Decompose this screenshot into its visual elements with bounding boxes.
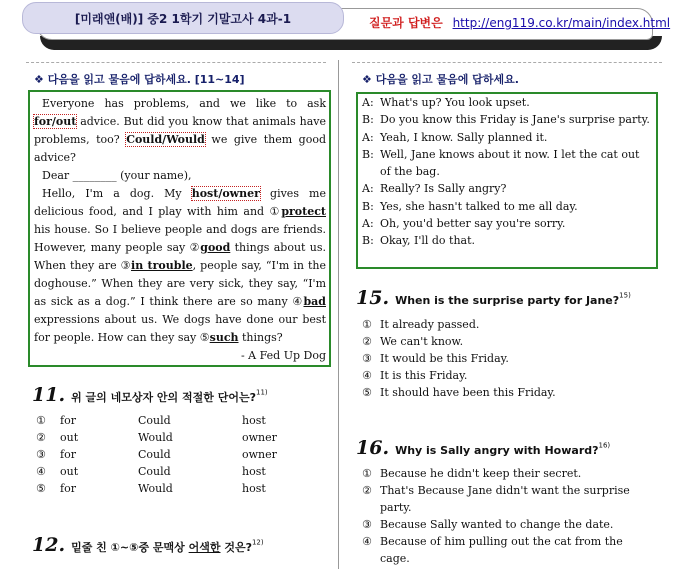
passage-text: we give them good advice? [34,133,327,164]
option-row[interactable] [362,333,652,350]
option-col-a: for [60,482,76,495]
column-divider [338,60,339,569]
option-text: Because Sally wanted to change the date. [380,518,614,531]
question-text: 것은? [220,541,252,554]
option-row[interactable] [36,480,322,497]
option-text: It is this Friday. [380,369,468,382]
utterance: Okay, I'll do that. [380,234,476,248]
dialog-line [362,180,652,197]
question-11 [32,384,268,406]
question-number: 11. [32,384,66,406]
qa-label: 질문과 답변은 [369,16,443,30]
underlined-2: good [200,241,231,254]
speaker: B: [362,234,374,248]
option-row[interactable] [362,316,652,333]
option-mark: ② [362,484,372,497]
option-row[interactable] [362,516,630,533]
footnote-mark: 15) [619,291,631,300]
speaker: A: [362,217,374,231]
qa-link[interactable]: http://eng119.co.kr/main/index.html [452,16,671,30]
option-row[interactable] [36,429,322,446]
underlined-1: protect [281,205,326,218]
option-row[interactable] [36,463,322,480]
option-col-c: host [242,482,266,495]
passage-paragraph-2 [34,185,326,347]
page-header [0,0,683,52]
option-row[interactable] [362,482,630,516]
speaker: B: [362,147,374,161]
question-16 [356,437,610,459]
passage-text: things about us. When they are ③ [34,241,326,272]
question-12 [32,534,264,556]
option-row[interactable] [362,465,630,482]
dialog-line [362,198,652,215]
option-col-b: Could [138,448,171,461]
utterance: Yes, she hasn't talked to me all day. [380,199,578,213]
question-number: 16. [356,437,390,459]
speaker: B: [362,199,374,213]
option-mark: ④ [362,369,372,382]
speaker: A: [362,130,374,144]
option-mark: ④ [36,465,46,478]
option-text: That's Because Jane didn't want the surprise party. [380,484,630,514]
footnote-mark: 12) [251,538,264,547]
speaker: B: [362,113,374,127]
utterance: Do you know this Friday is Jane's surprise party. [380,113,650,127]
footnote-mark: 11) [255,388,268,397]
dialog-line [362,146,652,181]
option-mark: ① [36,414,46,427]
option-row[interactable] [362,384,652,401]
option-mark: ① [362,467,372,480]
left-top-rule [26,62,326,63]
option-text: We can't know. [380,335,464,348]
passage-text: gives me delicious food, and I play with him and ① [34,187,326,218]
choice-box-3: host/owner [191,187,260,200]
option-col-a: out [60,465,79,478]
question-15 [356,287,631,309]
option-row[interactable] [36,412,322,429]
speaker: A: [362,182,374,196]
question-text: 위 글의 네모상자 안의 적절한 단어는? [71,391,256,404]
dialog-line [362,232,652,249]
dialog-line [362,215,652,232]
dialog-line [362,94,652,111]
question-text: 밑줄 친 ①~⑤중 문맥상 [71,541,189,554]
option-text: It would be this Friday. [380,352,509,365]
option-mark: ③ [36,448,46,461]
q11-options [36,412,322,497]
option-text: Because he didn't keep their secret. [380,467,582,480]
option-text: It should have been this Friday. [380,386,556,399]
option-mark: ④ [362,535,372,548]
q16-options [362,465,630,567]
passage-text: his house. So I believe people and dogs are friends. However, many people say ② [34,223,326,254]
utterance: Well, Jane knows about it now. I let the cat out of the bag. [380,147,640,179]
option-mark: ② [36,431,46,444]
option-col-b: Would [138,482,173,495]
question-number: 15. [356,287,390,309]
option-mark: ① [362,318,372,331]
utterance: Yeah, I know. Sally planned it. [380,130,548,144]
passage-salutation: Dear ________ (your name), [42,169,192,182]
passage-signature: - A Fed Up Dog [240,349,326,362]
option-mark: ③ [362,352,372,365]
question-number: 12. [32,534,66,556]
dialog-line [362,111,652,128]
speaker: A: [362,96,374,109]
option-col-b: Could [138,465,171,478]
left-instruction: ❖ 다음을 읽고 물음에 답하세요. [11~14] [34,73,245,86]
question-text: When is the surprise party for Jane? [395,294,620,307]
option-mark: ⑤ [362,386,372,399]
option-col-b: Would [138,431,173,444]
right-instruction: ❖ 다음을 읽고 물음에 답하세요. [362,73,519,86]
option-col-b: Could [138,414,171,427]
passage-text: Hello, I'm a dog. My [42,187,192,200]
option-text: It already passed. [380,318,480,331]
option-row[interactable] [36,446,322,463]
passage-text: Everyone has problems, and we like to ask [42,97,326,110]
option-text: Because of him pulling out the cat from the cage. [380,535,623,565]
option-row[interactable] [362,350,652,367]
reading-passage [28,90,331,367]
option-row[interactable] [362,533,630,567]
footnote-mark: 16) [598,441,611,450]
option-mark: ② [362,335,372,348]
option-row[interactable] [362,367,652,384]
option-col-c: host [242,414,266,427]
underlined-3: in trouble [131,259,193,272]
qa-info [369,14,670,31]
passage-text: advice. But did you know that animals have problems, too? [34,115,326,146]
passage-text: , people say, “I'm in the doghouse.” When they are very sick, they say, “I'm as sick as a dog.” I think there are so many ④ [34,259,326,308]
utterance: Oh, you'd better say you're sorry. [380,217,566,231]
question-text-underlined: 어색한 [188,541,221,554]
q15-options [362,316,652,401]
dialog-line [362,129,652,146]
dialog-box [356,92,658,269]
option-col-c: owner [242,448,277,461]
passage-text: things? [238,331,283,344]
underlined-4: bad [303,295,326,308]
option-col-c: owner [242,431,277,444]
choice-box-1: for/out [34,115,77,128]
underlined-5: such [209,331,239,344]
passage-text: expressions about us. We dogs have done our best for people. How can they say ⑤ [34,313,326,344]
exam-title: [미래앤(배)] 중2 1학기 기말고사 4과-1 [22,2,344,34]
option-mark: ⑤ [36,482,46,495]
option-col-c: host [242,465,266,478]
utterance: What's up? You look upset. [380,96,530,109]
utterance: Really? Is Sally angry? [380,182,507,196]
option-col-a: for [60,448,76,461]
choice-box-2: Could/Would [126,133,205,146]
passage-paragraph-1 [34,95,326,167]
right-top-rule [352,62,662,63]
option-col-a: out [60,431,79,444]
option-mark: ③ [362,518,372,531]
option-col-a: for [60,414,76,427]
question-text: Why is Sally angry with Howard? [395,444,599,457]
